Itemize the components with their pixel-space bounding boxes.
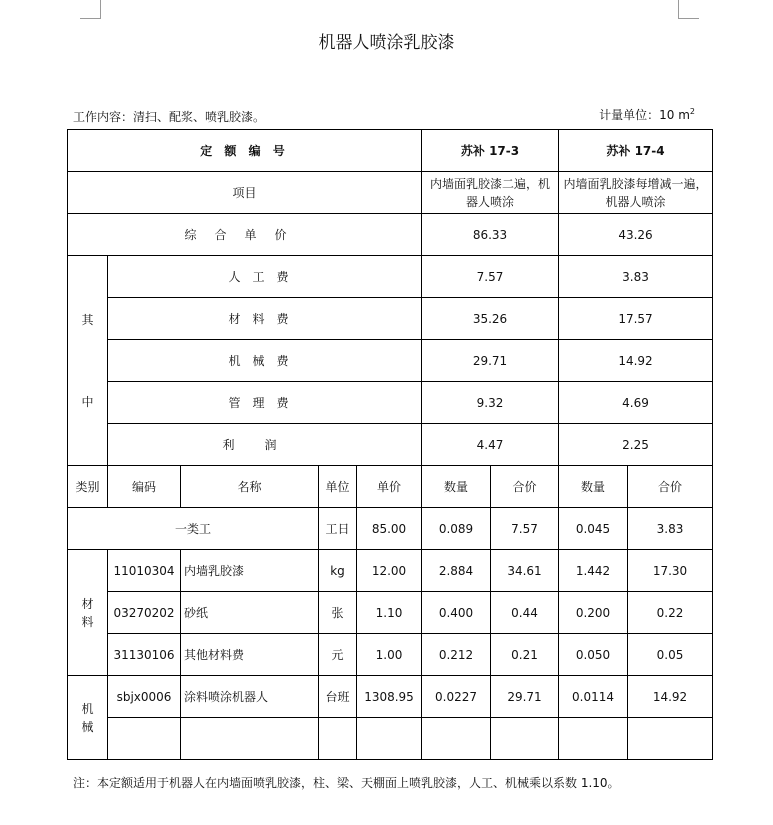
materials-label — [68, 550, 108, 676]
labor-sum-1: 7.57 — [491, 508, 559, 550]
measure-unit — [599, 106, 695, 123]
empty-cell — [357, 718, 422, 760]
measure-unit-superscript: 2 — [689, 107, 695, 116]
code-row — [68, 130, 713, 172]
material-code: 03270202 — [108, 592, 181, 634]
empty-cell — [319, 718, 357, 760]
item-label: 项目 — [68, 172, 422, 214]
code-2: 苏补 17-4 — [559, 130, 713, 172]
labor-name: 一类工 — [68, 508, 319, 550]
material-sum-1: 0.44 — [491, 592, 559, 634]
material-sum-1: 0.21 — [491, 634, 559, 676]
cost-value-2: 3.83 — [559, 256, 713, 298]
crop-mark-top-left — [80, 0, 101, 19]
cost-value-2: 17.57 — [559, 298, 713, 340]
material-unit: 元 — [319, 634, 357, 676]
material-qty-1: 2.884 — [422, 550, 491, 592]
machine-name: 涂料喷涂机器人 — [181, 676, 319, 718]
material-price: 12.00 — [357, 550, 422, 592]
material-price: 1.00 — [357, 634, 422, 676]
machine-code: sbjx0006 — [108, 676, 181, 718]
empty-cell — [181, 718, 319, 760]
cost-value-1: 9.32 — [422, 382, 559, 424]
cost-label: 材料费 — [108, 298, 422, 340]
machine-row — [68, 676, 713, 718]
material-qty-1: 0.400 — [422, 592, 491, 634]
column-header-row — [68, 466, 713, 508]
qizhong-label — [68, 256, 108, 466]
material-code: 11010304 — [108, 550, 181, 592]
cost-row — [68, 298, 713, 340]
material-sum-2: 17.30 — [628, 550, 713, 592]
cost-label: 人工费 — [108, 256, 422, 298]
material-name: 砂纸 — [181, 592, 319, 634]
labor-price: 85.00 — [357, 508, 422, 550]
cost-value-1: 29.71 — [422, 340, 559, 382]
material-row — [68, 634, 713, 676]
col-sum-2: 合价 — [628, 466, 713, 508]
material-price: 1.10 — [357, 592, 422, 634]
cost-value-2: 4.69 — [559, 382, 713, 424]
cost-value-2: 14.92 — [559, 340, 713, 382]
cost-label: 管理费 — [108, 382, 422, 424]
materials-char-1: 材 — [81, 596, 94, 611]
machine-qty-2: 0.0114 — [559, 676, 628, 718]
code-label: 定 额 编 号 — [68, 130, 422, 172]
col-qty-2: 数量 — [559, 466, 628, 508]
work-content: 工作内容：清扫、配浆、喷乳胶漆。 — [73, 110, 266, 124]
machine-price: 1308.95 — [357, 676, 422, 718]
item-2: 内墙面乳胶漆每增减一遍，机器人喷涂 — [559, 172, 713, 214]
material-unit: kg — [319, 550, 357, 592]
cost-value-2: 2.25 — [559, 424, 713, 466]
material-qty-2: 1.442 — [559, 550, 628, 592]
machine-char-2: 械 — [81, 719, 94, 734]
machine-qty-1: 0.0227 — [422, 676, 491, 718]
composite-row — [68, 214, 713, 256]
material-unit: 张 — [319, 592, 357, 634]
crop-mark-top-right — [678, 0, 699, 19]
cost-label: 利润 — [108, 424, 422, 466]
empty-cell — [559, 718, 628, 760]
materials-char-2: 料 — [81, 614, 94, 629]
material-sum-1: 34.61 — [491, 550, 559, 592]
composite-label: 综合单价 — [68, 214, 422, 256]
cost-value-1: 35.26 — [422, 298, 559, 340]
composite-value-2: 43.26 — [559, 214, 713, 256]
col-category: 类别 — [68, 466, 108, 508]
empty-cell — [108, 718, 181, 760]
material-sum-2: 0.05 — [628, 634, 713, 676]
empty-row — [68, 718, 713, 760]
labor-unit: 工日 — [319, 508, 357, 550]
labor-qty-2: 0.045 — [559, 508, 628, 550]
machine-char-1: 机 — [81, 701, 94, 716]
material-sum-2: 0.22 — [628, 592, 713, 634]
cost-label: 机械费 — [108, 340, 422, 382]
footnote: 注：本定额适用于机器人在内墙面喷乳胶漆，柱、梁、天棚面上喷乳胶漆，人工、机械乘以系数 1.10。 — [73, 776, 620, 790]
page-title: 机器人喷涂乳胶漆 — [318, 33, 455, 53]
material-qty-1: 0.212 — [422, 634, 491, 676]
material-row — [68, 550, 713, 592]
material-code: 31130106 — [108, 634, 181, 676]
cost-value-1: 4.47 — [422, 424, 559, 466]
item-1: 内墙面乳胶漆二遍，机器人喷涂 — [422, 172, 559, 214]
machine-label — [68, 676, 108, 760]
cost-row — [68, 424, 713, 466]
col-qty-1: 数量 — [422, 466, 491, 508]
labor-qty-1: 0.089 — [422, 508, 491, 550]
item-row — [68, 172, 713, 214]
labor-sum-2: 3.83 — [628, 508, 713, 550]
empty-cell — [628, 718, 713, 760]
machine-sum-1: 29.71 — [491, 676, 559, 718]
labor-row — [68, 508, 713, 550]
machine-sum-2: 14.92 — [628, 676, 713, 718]
qizhong-char-2: 中 — [81, 394, 94, 409]
machine-unit: 台班 — [319, 676, 357, 718]
col-price: 单价 — [357, 466, 422, 508]
material-name: 内墙乳胶漆 — [181, 550, 319, 592]
material-qty-2: 0.050 — [559, 634, 628, 676]
code-1: 苏补 17-3 — [422, 130, 559, 172]
composite-value-1: 86.33 — [422, 214, 559, 256]
measure-unit-label: 计量单位：10 m — [599, 108, 690, 122]
col-sum-1: 合价 — [491, 466, 559, 508]
cost-row — [68, 340, 713, 382]
empty-cell — [422, 718, 491, 760]
cost-row — [68, 382, 713, 424]
material-name: 其他材料费 — [181, 634, 319, 676]
col-name: 名称 — [181, 466, 319, 508]
material-qty-2: 0.200 — [559, 592, 628, 634]
material-row — [68, 592, 713, 634]
cost-row — [68, 256, 713, 298]
empty-cell — [491, 718, 559, 760]
qizhong-char-1: 其 — [81, 312, 94, 327]
quota-table — [67, 129, 713, 760]
col-code: 编码 — [108, 466, 181, 508]
col-unit: 单位 — [319, 466, 357, 508]
cost-value-1: 7.57 — [422, 256, 559, 298]
